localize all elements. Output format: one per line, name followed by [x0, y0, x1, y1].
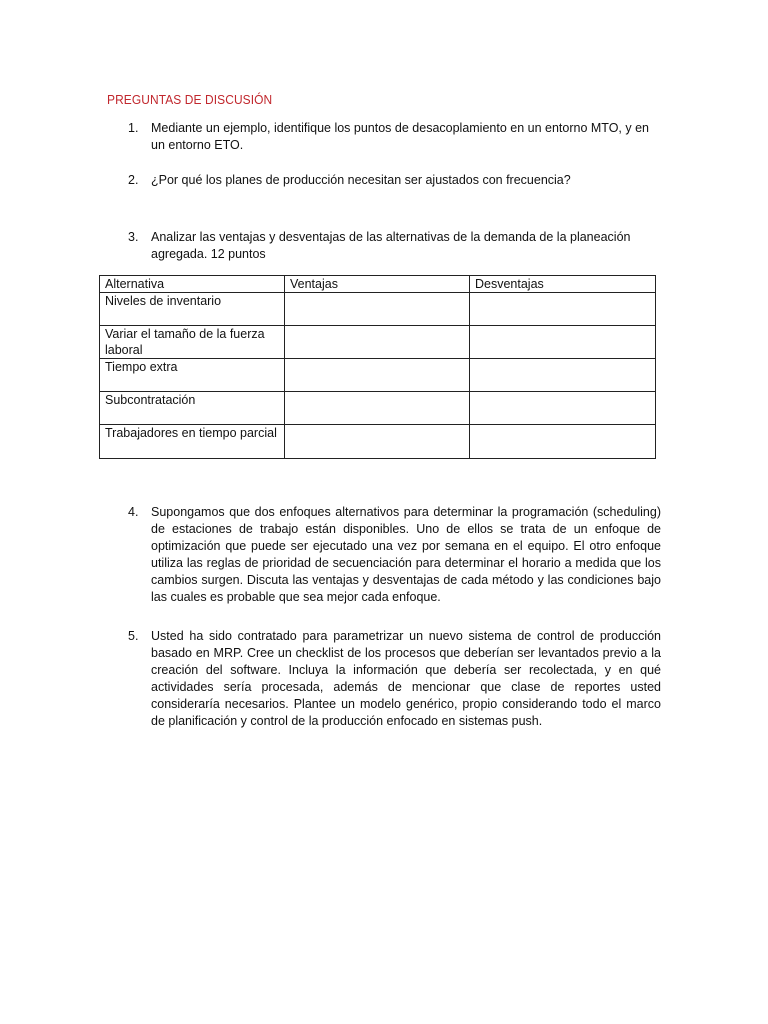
question-number: 1.: [128, 121, 139, 135]
column-header: Desventajas: [470, 276, 656, 293]
table-row: [100, 293, 656, 326]
table-cell: [470, 326, 656, 359]
section-title: PREGUNTAS DE DISCUSIÓN: [107, 92, 273, 107]
table-cell: [285, 326, 470, 359]
question-text: Analizar las ventajas y desventajas de las alternativas de la demanda de la planeación agregada. 12 puntos: [151, 230, 631, 261]
table-cell: [470, 425, 656, 459]
question-1: [128, 120, 660, 156]
table-cell: Tiempo extra: [100, 359, 285, 392]
question-2: [128, 172, 660, 190]
alternatives-table: [99, 275, 656, 459]
question-text: Mediante un ejemplo, identifique los puntos de desacoplamiento en un entorno MTO, y en un entorno ETO.: [151, 121, 650, 152]
question-number: 2.: [128, 173, 139, 187]
table-cell: [285, 425, 470, 459]
table-cell: Niveles de inventario: [100, 293, 285, 326]
question-4: [128, 504, 660, 608]
table-cell: [285, 392, 470, 425]
table-cell: [285, 293, 470, 326]
column-header: Alternativa: [100, 276, 285, 293]
table-cell: Subcontratación: [100, 392, 285, 425]
table-cell: Trabajadores en tiempo parcial: [100, 425, 285, 459]
table-row: [100, 392, 656, 425]
question-number: 3.: [128, 230, 139, 244]
table-cell: Variar el tamaño de la fuerza laboral: [100, 326, 285, 359]
table-row: [100, 359, 656, 392]
question-text: ¿Por qué los planes de producción necesitan ser ajustados con frecuencia?: [151, 173, 571, 187]
table-cell: [470, 293, 656, 326]
table-cell: [470, 392, 656, 425]
question-text: Usted ha sido contratado para parametrizar un nuevo sistema de control de producción basado en MRP. Cree un checklist de los procesos que deberían ser levantados previo a la creación del software. Incluya la información que debería ser recolectada, y en qué actividades sería procesada, además de mencionar que clase de reportes usted consideraría necesarios. Plantee un modelo genérico, propio considerando todo el marco de planificación y control de la producción enfocado en sistemas push.: [151, 629, 661, 728]
table-cell: [285, 359, 470, 392]
question-number: 5.: [128, 629, 139, 643]
question-5: [128, 628, 660, 738]
question-3: [128, 229, 660, 265]
table-row: [100, 425, 656, 459]
table-row: [100, 326, 656, 359]
column-header: Ventajas: [285, 276, 470, 293]
table-header-row: [100, 276, 656, 293]
question-text: Supongamos que dos enfoques alternativos para determinar la programación (scheduling) de estaciones de trabajo están disponibles. Uno de ellos se trata de un enfoque de optimización que puede ser ejecutado una vez por semana en el equipo. El otro enfoque utiliza las reglas de prioridad de secuenciación para determinar el horario a medida que los cambios surgen. Discuta las ventajas y desventajas de cada método y las condiciones bajo las cuales es probable que sea mejor cada enfoque.: [151, 505, 661, 604]
question-number: 4.: [128, 505, 139, 519]
table-cell: [470, 359, 656, 392]
